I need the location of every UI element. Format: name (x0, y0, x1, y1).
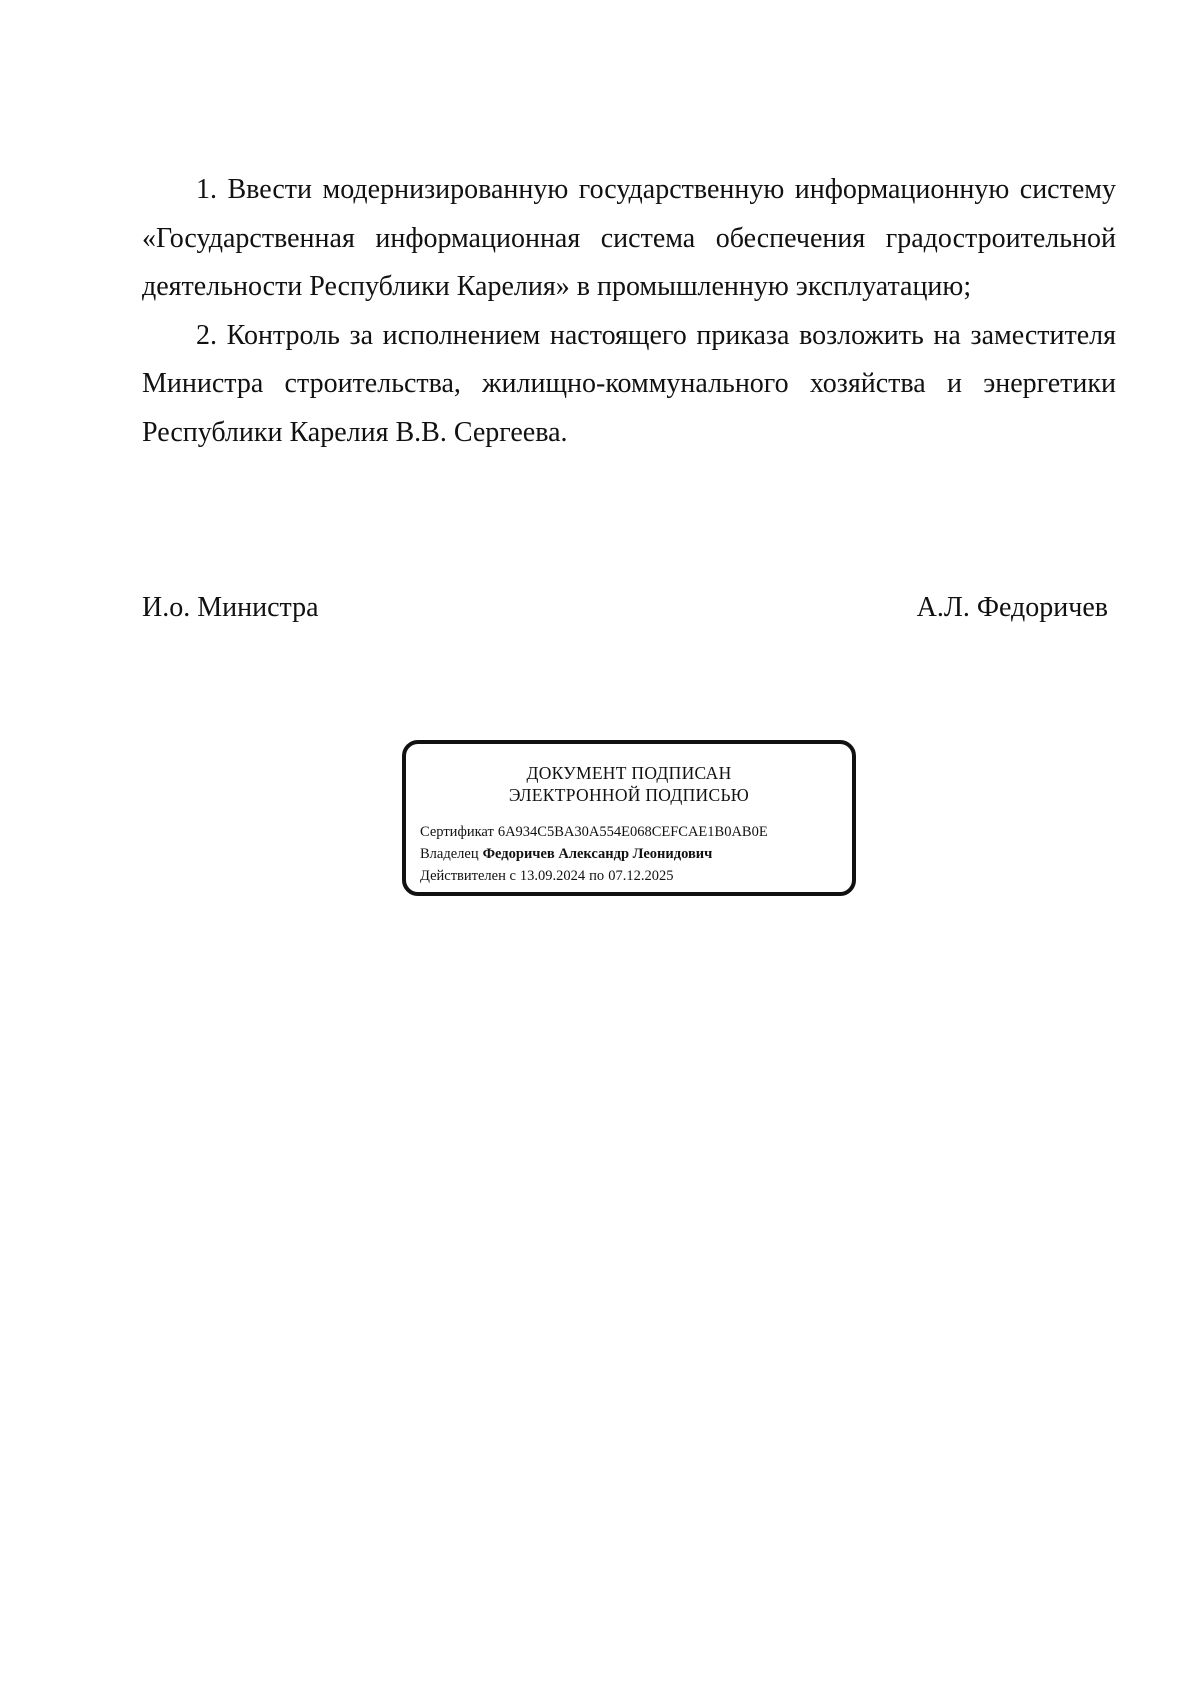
owner-label: Владелец (420, 846, 479, 862)
stamp-validity-row (420, 866, 673, 886)
certificate-label: Сертификат (420, 824, 494, 840)
signatory-role: И.о. Министра (142, 592, 319, 623)
stamp-title-line-1: ДОКУМЕНТ ПОДПИСАН (526, 763, 732, 783)
stamp-title-line-2: ЭЛЕКТРОННОЙ ПОДПИСЬЮ (508, 785, 750, 805)
paragraph-2: 2. Контроль за исполнением настоящего приказа возложить на заместителя Министра строительства, жилищно-коммунального хозяйства и энергетики Республики Карелия В.В. Сергеева. (142, 319, 1116, 448)
valid-to: 07.12.2025 (608, 868, 674, 884)
stamp-owner-row (420, 844, 712, 864)
valid-to-label: по (589, 868, 605, 884)
valid-from: 13.09.2024 (519, 868, 586, 884)
owner-value: Федоричев Александр Леонидович (482, 846, 713, 862)
certificate-value: 6A934C5BA30A554E068CEFCAE1B0AB0E (497, 824, 768, 840)
signatory-name: А.Л. Федоричев (916, 592, 1108, 623)
order-text (142, 166, 1116, 457)
valid-label: Действителен с (420, 868, 516, 884)
electronic-signature-stamp (402, 740, 856, 896)
stamp-certificate-row (420, 822, 768, 842)
paragraph-1: 1. Ввести модернизированную государственную информационную систему «Государственная информационная система обеспечения градостроительной деятельности Республики Карелия» в промышленную эксплуатацию; (142, 174, 1116, 302)
